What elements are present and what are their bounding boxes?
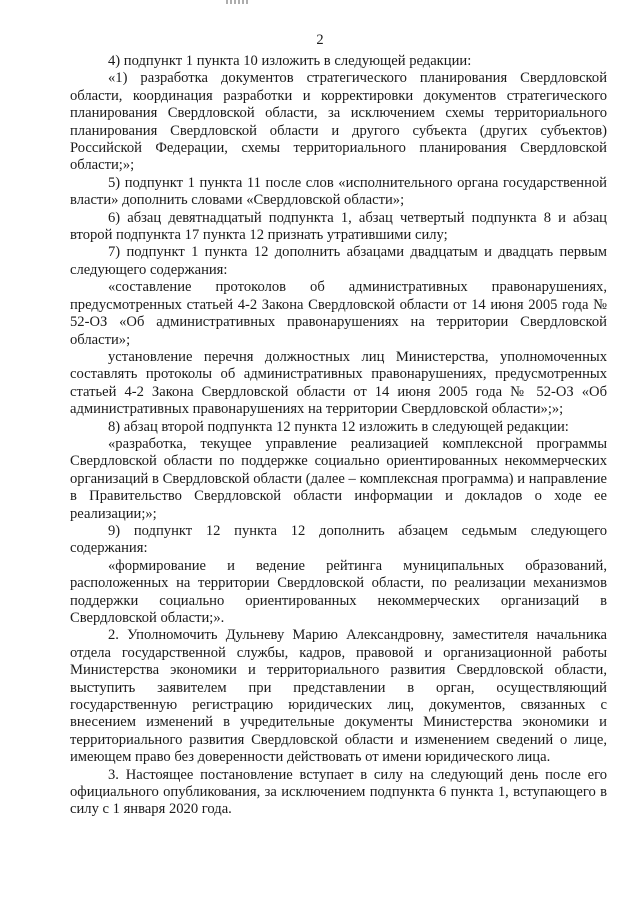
paragraph-section-3: 3. Настоящее постановление вступает в силу на следующий день после его официального опубликования, за исключением подпункта 6 пункта 1, вступающего в силу с 1 января 2020 года.	[70, 766, 607, 818]
paragraph-item-8-text: «разработка, текущее управление реализацией комплексной программы Свердловской области по поддержке социально ориентированных некоммерческих организаций в Свердловской области (далее – комплексная программа) и направление в Правительство Свердловской области информации и докладов о ходе ее реализации;»;	[70, 435, 607, 522]
paragraph-item-8: 8) абзац второй подпункта 12 пункта 12 изложить в следующей редакции:	[108, 418, 569, 435]
document-body	[70, 53, 607, 819]
paragraph-item-4: 4) подпункт 1 пункта 10 изложить в следующей редакции:	[108, 53, 472, 69]
paragraph-item-7: 7) подпункт 1 пункта 12 дополнить абзацами двадцатым и двадцать первым следующего содержания:	[70, 244, 607, 278]
paragraph-item-5: 5) подпункт 1 пункта 11 после слов «исполнительного органа государственной власти» дополнить словами «Свердловской области»;	[70, 174, 607, 209]
page-number: 2	[316, 32, 324, 48]
paragraph-item-4-text: «1) разработка документов стратегического планирования Свердловской области, координация разработки и корректировки документов стратегического планирования Свердловской области, за исключением схемы территориального планирования Свердловской области и другого субъекта (других субъектов) Российской Федерации, схемы территориального планирования Свердловской области;»;	[70, 70, 607, 174]
paragraph-item-7-abzac-21: установление перечня должностных лиц Министерства, уполномоченных составлять протоколы об административных правонарушениях, предусмотренных статьей 4-2 Закона Свердловской области от 14 июня 2005 года № 52-ОЗ «Об административных правонарушениях на территории Свердловской области»;»;	[70, 348, 607, 418]
paragraph-item-9-text: «формирование и ведение рейтинга муниципальных образований, расположенных на территории Свердловской области, по реализации механизмов поддержки социально ориентированных некоммерческих организаций в Свердловской области;».	[70, 557, 607, 626]
paragraph-item-9: 9) подпункт 12 пункта 12 дополнить абзацем седьмым следующего содержания:	[70, 522, 607, 557]
paragraph-item-6: 6) абзац девятнадцатый подпункта 1, абзац четвертый подпункта 8 и абзац второй подпункта 17 пункта 12 признать утратившими силу;	[70, 209, 607, 244]
scan-mark	[226, 0, 248, 4]
paragraph-section-2: 2. Уполномочить Дульневу Марию Александровну, заместителя начальника отдела государственной службы, кадров, правовой и организационной работы Министерства экономики и территориального развития Свердловской области, выступить заявителем при представлении в орган, осуществляющий государственную регистрацию юридических лиц, документов, связанных с внесением изменений в учредительные документы Министерства экономики и территориального развития Свердловской области и изменением сведений о лице, имеющем право без доверенности действовать от имени юридического лица.	[70, 627, 607, 766]
paragraph-item-7-abzac-20: «составление протоколов об административных правонарушениях, предусмотренных статьей 4-2 Закона Свердловской области от 14 июня 2005 года № 52-ОЗ «Об административных правонарушениях на территории Свердловской области»;	[70, 279, 607, 348]
